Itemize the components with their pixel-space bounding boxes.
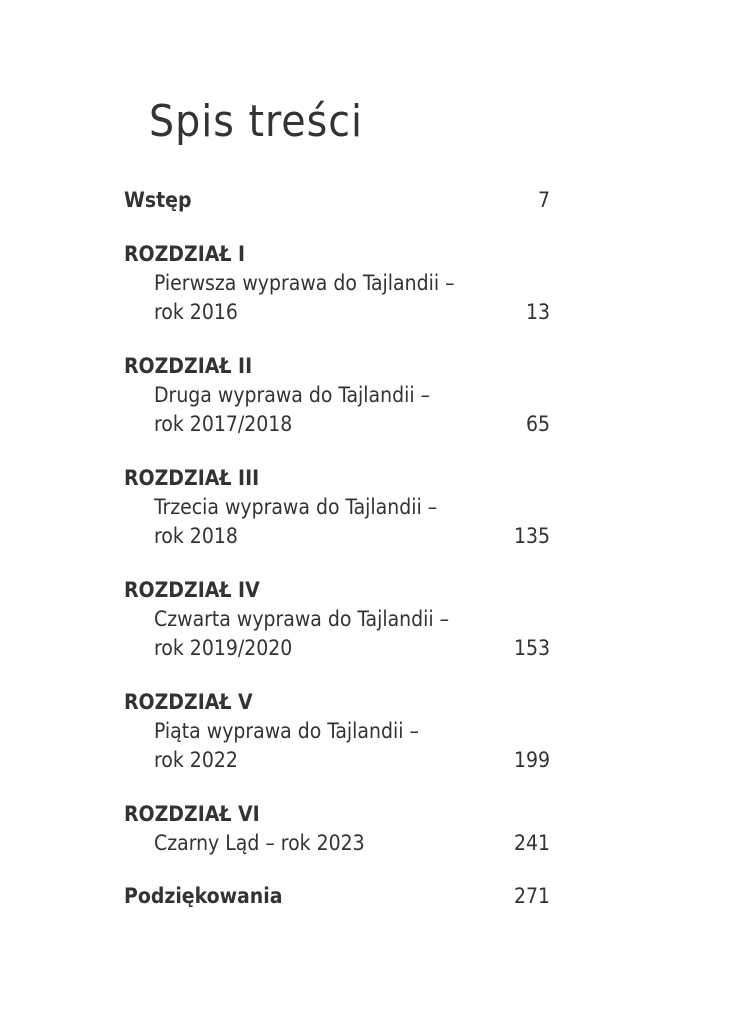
toc-chapter-1-page: 13: [525, 300, 550, 324]
toc-chapter-6-title: Czarny Ląd – rok 2023: [154, 831, 365, 855]
toc-chapter-4-page: 153: [513, 636, 550, 660]
toc-chapter-5-year: rok 2022: [154, 748, 238, 772]
toc-chapter-1-year: rok 2016: [154, 300, 238, 324]
toc-chapter-5-heading: ROZDZIAŁ V: [124, 690, 253, 714]
toc-entry-acknowledgements-page: 271: [513, 884, 550, 908]
toc-chapter-4-title: Czwarta wyprawa do Tajlandii –: [154, 607, 450, 631]
toc-chapter-3-title: Trzecia wyprawa do Tajlandii –: [154, 495, 438, 519]
toc-entry-acknowledgements-heading: Podziękowania: [124, 884, 283, 908]
toc-chapter-5-title: Piąta wyprawa do Tajlandii –: [154, 719, 419, 743]
page-title: Spis treści: [149, 96, 364, 147]
toc-chapter-4-heading: ROZDZIAŁ IV: [124, 578, 260, 602]
toc-chapter-1-heading: ROZDZIAŁ I: [124, 242, 246, 266]
toc-chapter-2-heading: ROZDZIAŁ II: [124, 354, 253, 378]
toc-chapter-1-title: Pierwsza wyprawa do Tajlandii –: [154, 271, 455, 295]
toc-chapter-3-heading: ROZDZIAŁ III: [124, 466, 260, 490]
toc-entry-intro-page: 7: [537, 188, 550, 212]
toc-chapter-2-page: 65: [525, 412, 550, 436]
toc-chapter-2-title: Druga wyprawa do Tajlandii –: [154, 383, 431, 407]
toc-chapter-3-year: rok 2018: [154, 524, 238, 548]
toc-chapter-4-year: rok 2019/2020: [154, 636, 293, 660]
toc-chapter-6-page: 241: [513, 831, 550, 855]
toc-chapter-5-page: 199: [513, 748, 550, 772]
toc-chapter-6-heading: ROZDZIAŁ VI: [124, 802, 260, 826]
toc-chapter-2-year: rok 2017/2018: [154, 412, 293, 436]
toc-entry-intro-heading: Wstęp: [124, 188, 192, 212]
toc-chapter-3-page: 135: [513, 524, 550, 548]
